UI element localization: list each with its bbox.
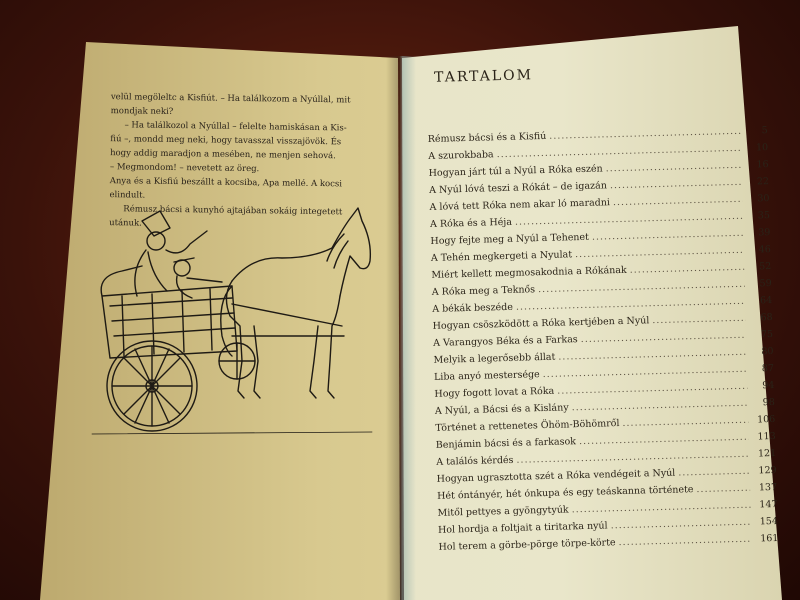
- toc-leader-dots: [696, 483, 750, 495]
- toc-entry-page: 5: [761, 125, 768, 137]
- toc-entry-page: 75: [760, 329, 774, 341]
- toc-entry-title: A lóvá tett Róka nem akar ló maradni: [429, 197, 611, 213]
- passengers-icon: [135, 211, 222, 298]
- toc-entry-title: A szurokbaba: [428, 149, 494, 162]
- text-line: utánuk.: [109, 218, 142, 229]
- toc-entry-title: Hogy fejte meg a Nyúl a Tehenet: [430, 231, 590, 247]
- toc-entry-page: 106: [756, 413, 776, 426]
- toc-entry-page: 87: [761, 362, 775, 375]
- toc-entry-page: 52: [759, 261, 772, 273]
- toc-entry-page: 16: [756, 159, 769, 171]
- toc-entry-page: 80: [761, 346, 774, 358]
- text-line: elindult.: [109, 190, 146, 201]
- toc-entry-title: Hol hordja a foltjait a tiritarka nyúl: [437, 520, 608, 536]
- toc-leader-dots: [630, 262, 745, 276]
- text-line: hogy addig maradjon a mesében, ne menjen sehová.: [110, 148, 336, 162]
- toc-entry-title: Melyik a legerősebb állat: [433, 351, 556, 366]
- toc-title: TARTALOM: [433, 67, 534, 86]
- toc-entry-title: A békák beszéde: [432, 301, 514, 315]
- book-spine: [386, 56, 416, 600]
- toc-list: [428, 125, 779, 559]
- toc-leader-dots: [618, 534, 751, 548]
- toc-entry-page: 161: [760, 532, 779, 545]
- toc-leader-dots: [613, 194, 743, 208]
- toc-entry-page: 22: [756, 176, 770, 188]
- toc-entry-title: Miért kellett megmosakodnia a Rókának: [431, 264, 627, 281]
- toc-entry-title: A Tehén megkergeti a Nyulat: [430, 249, 573, 264]
- toc-entry-title: Hogy fogott lovat a Róka: [434, 385, 555, 400]
- ground-line: [92, 432, 372, 434]
- toc-entry-title: Hogyan csöszködött a Róka kertjében a Nyúl: [432, 315, 650, 332]
- toc-entry-title: Hogyan járt túl a Nyúl a Róka eszén: [428, 163, 603, 179]
- toc-entry-title: Rémusz bácsi és a Kisfiú: [427, 130, 547, 145]
- toc-entry-page: 68: [760, 312, 773, 324]
- toc-entry-page: 10: [755, 142, 769, 154]
- toc-entry-title: Történet a rettenetes Öhöm-Böhömről: [435, 418, 620, 434]
- text-line: – Ha találkozol a Nyúllal – felelte hamiskásan a Kis-: [124, 120, 347, 134]
- toc-leader-dots: [610, 177, 742, 191]
- text-line: Rémusz bácsi a kunyhó ajtajában sokáig integetett: [123, 204, 343, 218]
- toc-entry-page: 129: [758, 464, 777, 477]
- toc-entry-page: 137: [758, 481, 778, 494]
- toc-entry-title: Hogyan ugrasztotta szét a Róka vendégeit a Nyúl: [436, 467, 676, 485]
- cart-icon: [101, 266, 344, 358]
- toc-entry-page: 121: [757, 447, 777, 460]
- toc-entry-title: A Róka és a Héja: [429, 216, 513, 230]
- toc-entry-page: 46: [758, 244, 771, 256]
- text-line: fiú –, mondd meg neki, hogy tavasszal visszajövök. És: [110, 134, 342, 148]
- toc-entry-title: Hol terem a görbe-pörge törpe-körte: [438, 537, 616, 553]
- toc-entry-title: Liba anyó mestersége: [433, 369, 540, 383]
- toc-entry-page: 30: [757, 193, 770, 205]
- toc-entry-title: Benjámin bácsi és a farkasok: [435, 436, 577, 451]
- toc-leader-dots: [549, 126, 741, 142]
- toc-entry-page: 113: [757, 430, 776, 443]
- toc-entry-title: Mitől pettyes a gyöngytyúk: [437, 504, 569, 519]
- toc-entry-title: A Nyúl lóvá teszi a Rókát – de igazán: [429, 180, 608, 196]
- text-line: Anya és a Kisfiú beszállt a kocsiba, Apa mellé. A kocsi: [109, 176, 343, 190]
- toc-entry-title: A találós kérdés: [436, 454, 514, 468]
- toc-entry-title: A Róka meg a Teknős: [431, 284, 536, 298]
- table-of-contents: [426, 61, 779, 559]
- horse-cart-illustration: [82, 186, 382, 456]
- horse-icon: [221, 208, 371, 398]
- toc-leader-dots: [606, 160, 742, 175]
- toc-entry-title: A Nyúl, a Bácsi és a Kislány: [434, 402, 569, 417]
- toc-entry-page: 94: [762, 379, 775, 392]
- toc-leader-dots: [610, 517, 751, 532]
- toc-entry-page: 64: [759, 295, 773, 307]
- toc-entry-title: A Varangyos Béka és a Farkas: [433, 334, 578, 349]
- toc-entry-page: 59: [759, 278, 772, 290]
- toc-entry-page: 35: [757, 210, 771, 222]
- toc-leader-dots: [678, 466, 750, 479]
- toc-entry-page: 39: [758, 227, 771, 239]
- text-line: mondjak neki?: [110, 106, 174, 117]
- toc-entry-title: Hét óntányér, hét ónkupa és egy teáskanna története: [437, 484, 694, 502]
- text-line: velül megöleltc a Kisfiút. – Ha találkozom a Nyúllal, mit: [110, 92, 351, 106]
- toc-leader-dots: [652, 313, 746, 326]
- toc-entry-page: 98: [762, 396, 775, 409]
- toc-leader-dots: [622, 415, 748, 429]
- toc-entry-page: 154: [759, 515, 779, 528]
- text-line: – Megmondom! – nevetett az öreg.: [109, 162, 260, 175]
- toc-entry-page: 147: [759, 498, 778, 511]
